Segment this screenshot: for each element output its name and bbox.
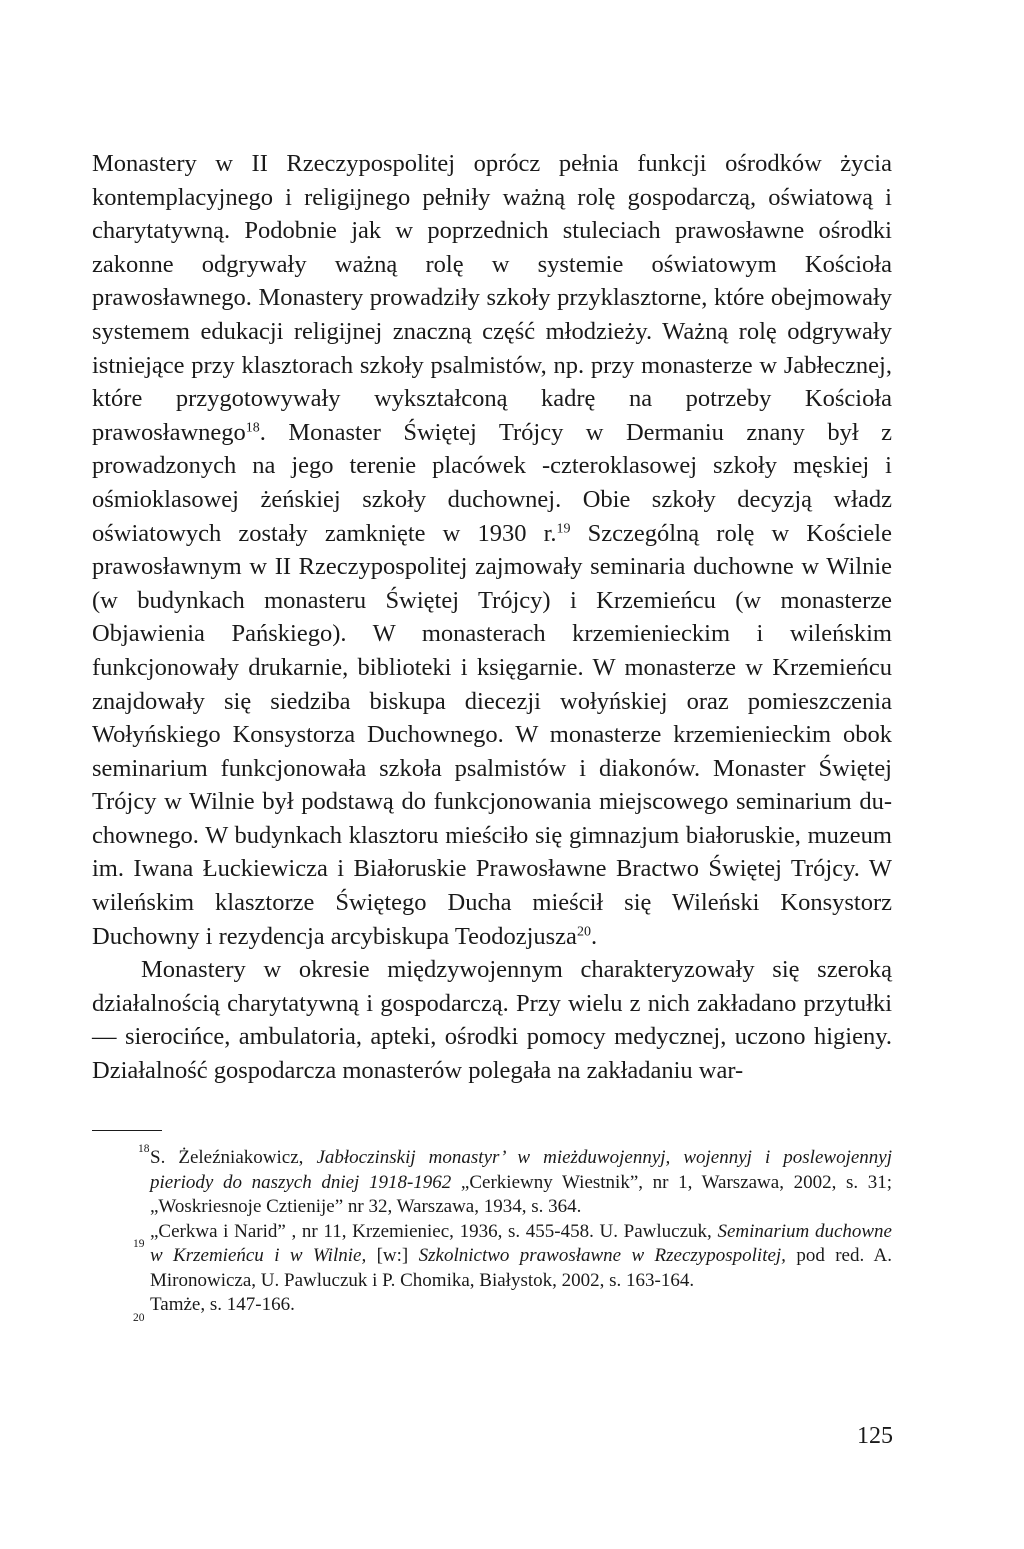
footnote-19: 19 „Cerkwa i Narid” , nr 11, Krzemieniec, 1936, s. 455-458. U. Pawluczuk, Seminarium duchowne w Krzemieńcu i w Wilnie, [w:] Szkolnictwo prawosławne w Rzeczypospolitej, pod red. A. Mironowicza, U. Pawluczuk i P. Chomika, Białystok, 2002, s. 163-164. [133,1220,893,1291]
footnotes [92,1143,893,1324]
footnote-20: 20 Tamże, s. 147-166. [133,1294,295,1324]
footnote-number-18: 18 [138,1143,150,1155]
footnote-number-20: 20 [133,1312,145,1324]
footnote-ref-19[interactable]: 19 [556,521,571,537]
footnote-18: 18 S. Żeleźniakowicz, Jabłoczinskij monastyr’ w mieżduwojennyj, wojennyj i poslewojennyj pieriody do naszych dniej 1918-1962 „Cerkiewny Wiestnik”, nr 1, Warszawa, 2002, s. 31; „Woskriesnoje Cztienije” nr 32, Warszawa, 1934, s. 364. [138,1143,893,1217]
paragraph-2: Monastery w okresie międzywojennym charakteryzowały się szeroką działalnością charytatywną i gospodarczą. Przy wielu z nich zakładano przytułki — sierocińce, ambulatoria, apteki, ośrodki pomocy medycznej, uczono higieny. Działalność gospodarcza monasterów polegała na zakładaniu war- [92,956,892,1085]
footnote-separator [92,1130,162,1131]
paragraph-1: Monastery w II Rzeczypospolitej oprócz pełnia funkcji ośrodków życia kontemplacyjnego i religijnego pełniły ważną rolę gospodarczą, oświatową i charytatywną. Podobnie jak w poprzednich stuleciach prawosławne ośrodki zakonne odgrywały ważną rolę w systemie oświatowym Kościoła prawosławnego. Monastery prowadziły szkoły przyklasztorne, które obejmowały systemem edukacji religijnej znaczną część młodzieży. Ważną rolę odgrywały istniejące przy klasztorach szkoły psalmistów, np. przy monasterze w Jabłecznej, które przygotowywały wykształconą kadrę na potrzeby Kościoła prawosławnego$^{18}$. Monaster Świętej Trójcy w Dermaniu znany był z prowadzonych na jego terenie placówek -czteroklasowej szkoły męskiej i ośmioklasowej żeńskiej szkoły duchownej. Obie szkoły decyzją władz oświatowych zostały zamknięte w 1930 r.$^{19}$ Szczególną rolę w Kościele prawosławnym w II Rzeczypospolitej zajmowały seminaria duchowne w Wilnie (w budynkach monasteru Świętej Trójcy) i Krzemieńcu (w monasterze Objawienia Pańskiego). W monasterach krzemienieckim i wileńskim funkcjonowały drukarnie, biblioteki i księgarnie. W monasterze w Krzemieńcu znajdowały się siedziba biskupa diecezji wołyńskiej oraz pomieszczenia Wołyńskiego Konsystorza Duchownego. W monasterze krzemienieckim obok seminarium funkcjonowała szkoła psalmistów i diakonów. Monaster Świętej Trójcy w Wilnie był podstawą do funkcjonowania miejscowego seminarium duchownego. W budynkach klasztoru mieściło się gimnazjum białoruskie, muzeum im. Iwana Łuckiewicza i Białoruskie Prawosławne Bractwo Świętej Trójcy. W wileńskim klasztorze Świętego Ducha mieścił się Wileński Konsystorz Duchowny i rezydencja arcybiskupa Teodozjusza$^{20}$. [92,150,892,950]
footnote-ref-18[interactable]: 18 [245,420,260,436]
main-text [92,147,892,1088]
footnote-ref-20[interactable]: 20 [576,924,591,940]
page-number: 125 [857,1423,893,1449]
footnote-number-19: 19 [133,1237,145,1250]
